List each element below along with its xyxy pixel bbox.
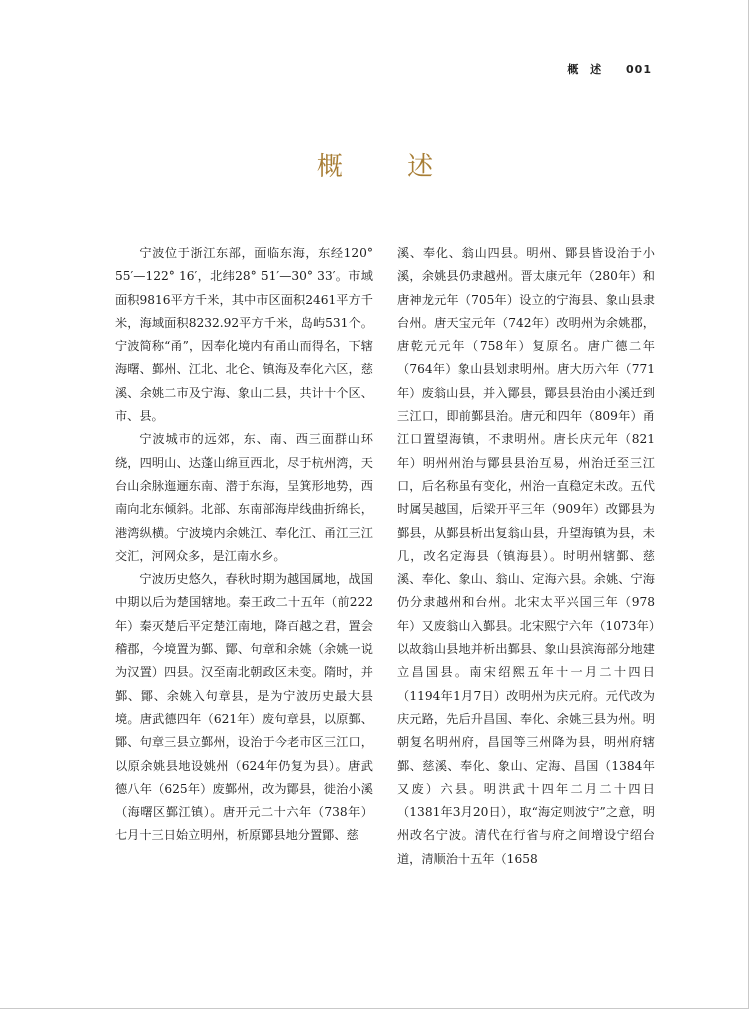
running-header: [567, 61, 652, 77]
running-header-section: 概 述: [567, 63, 606, 76]
page-number: 001: [626, 63, 652, 76]
paragraph-intro: 宁波位于浙江东部，面临东海，东经120° 55′—122° 16′，北纬28° 51′—30° 33′。市域面积9816平方千米，其中市区面积2461平方千米，海域面积8232.92平方千米，岛屿531个。宁波简称“甬”，因奉化境内有甬山而得名，下辖海曙、鄞州、江北、北仑、镇海及奉化六区，慈溪、余姚二市及宁海、象山二县，共计十个区、市、县。: [115, 246, 373, 424]
paragraph-history: 宁波历史悠久，春秋时期为越国属地，战国中期以后为楚国辖地。秦王政二十五年（前222年）秦灭楚后平定楚江南地，降百越之君，置会稽郡，今境置为鄞、鄮、句章和余姚（余姚一说为汉置）四县。汉至南北朝政区未变。隋时，并鄞、鄮、余姚入句章县，是为宁波历史最大县境。唐武德四年（621年）废句章县，以原鄞、鄮、句章三县立鄞州，设治于今老市区三江口，以原余姚县地设姚州（624年仍复为县）。唐武德八年（625年）废鄞州，改为鄮县，徙治小溪（海曙区鄞江镇）。唐开元二十六年（738年）七月十三日始立明州，析原鄮县地分置鄮、慈: [115, 572, 373, 843]
chapter-title: 概 述: [316, 152, 462, 182]
left-column: [115, 242, 373, 848]
paragraph-history-continued: 溪、奉化、翁山四县。明州、鄮县皆设治于小溪，余姚县仍隶越州。晋太康元年（280年）和唐神龙元年（705年）设立的宁海县、象山县隶台州。唐天宝元年（742年）改明州为余姚郡，唐乾元元年（758年）复原名。唐广德二年（764年）象山县划隶明州。唐大历六年（771年）废翁山县，并入鄮县，鄮县县治由小溪迁到三江口，即前鄞县治。唐元和四年（809年）甬江口置望海镇，不隶明州。唐长庆元年（821年）明州州治与鄮县县治互易，州治迁至三江口，后名称虽有变化，州治一直稳定未改。五代时属吴越国，后梁开平三年（909年）改鄮县为鄞县，从鄞县析出复翁山县，升望海镇为县，未几，改名定海县（镇海县）。时明州辖鄞、慈溪、奉化、象山、翁山、定海六县。余姚、宁海仍分隶越州和台州。北宋太平兴国三年（978年）又废翁山入鄞县。北宋熙宁六年（1073年）以故翁山县地并析出鄞县、象山县滨海部分地建立昌国县。南宋绍熙五年十一月二十四日（1194年1月7日）改明州为庆元府。元代改为庆元路，先后升昌国、奉化、余姚三县为州。明朝复名明州府，昌国等三州降为县，明州府辖鄞、慈溪、奉化、象山、定海、昌国（1384年又废）六县。明洪武十四年二月二十四日（1381年3月20日），取“海定则波宁”之意，明州改名宁波。清代在行省与府之间增设宁绍台道，清顺治十五年（1658: [397, 246, 655, 866]
right-column: [397, 242, 655, 871]
paragraph-geography: 宁波城市的远郊，东、南、西三面群山环绕，四明山、达蓬山绵亘西北，尽于杭州湾，天台山余脉迤逦东南、潜于东海，呈箕形地势，西南向北东倾斜。北部、东南部海岸线曲折绵长，港湾纵横。宁波境内余姚江、奉化江、甬江三江交汇，河网众多，是江南水乡。: [115, 432, 373, 563]
